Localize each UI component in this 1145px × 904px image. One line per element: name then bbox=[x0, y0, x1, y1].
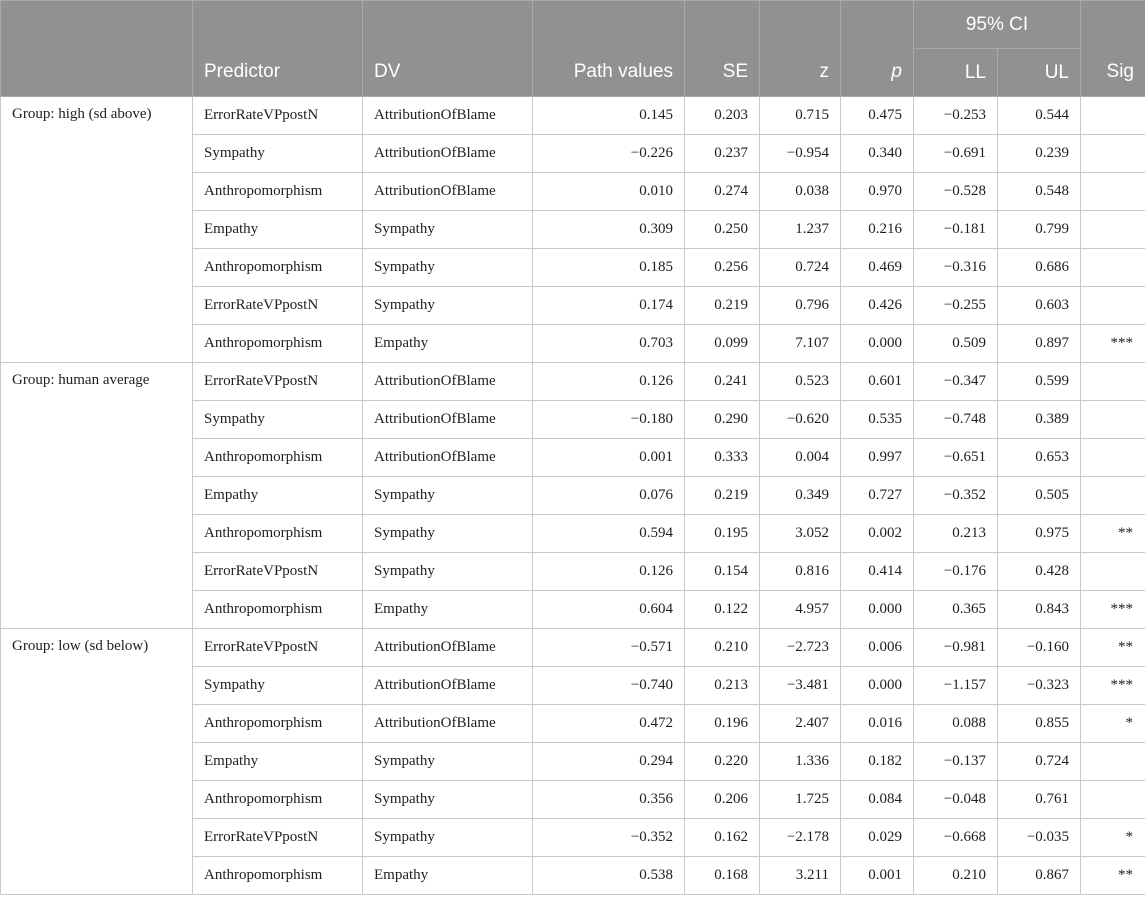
ul-cell: 0.603 bbox=[998, 287, 1081, 325]
se-cell: 0.168 bbox=[685, 857, 760, 895]
predictor-cell: Anthropomorphism bbox=[193, 705, 363, 743]
ul-cell: 0.843 bbox=[998, 591, 1081, 629]
p-cell: 0.414 bbox=[841, 553, 914, 591]
header-group bbox=[1, 49, 193, 97]
ul-cell: 0.389 bbox=[998, 401, 1081, 439]
ul-cell: −0.323 bbox=[998, 667, 1081, 705]
table-header bbox=[1, 1, 1145, 97]
z-cell: −2.178 bbox=[760, 819, 841, 857]
sig-cell bbox=[1081, 553, 1145, 591]
group-label: Group: high (sd above) bbox=[1, 97, 193, 363]
path-value-cell: 0.145 bbox=[533, 97, 685, 135]
ll-cell: −1.157 bbox=[914, 667, 998, 705]
header-predictor: Predictor bbox=[193, 49, 363, 97]
z-cell: 0.715 bbox=[760, 97, 841, 135]
sig-cell bbox=[1081, 97, 1145, 135]
header-blank bbox=[533, 1, 685, 49]
p-cell: 0.340 bbox=[841, 135, 914, 173]
dv-cell: AttributionOfBlame bbox=[363, 97, 533, 135]
z-cell: 1.237 bbox=[760, 211, 841, 249]
sig-cell: * bbox=[1081, 705, 1145, 743]
ul-cell: 0.686 bbox=[998, 249, 1081, 287]
header-z: z bbox=[760, 49, 841, 97]
p-cell: 0.084 bbox=[841, 781, 914, 819]
p-cell: 0.469 bbox=[841, 249, 914, 287]
ll-cell: 0.088 bbox=[914, 705, 998, 743]
header-blank bbox=[685, 1, 760, 49]
p-cell: 0.535 bbox=[841, 401, 914, 439]
z-cell: 2.407 bbox=[760, 705, 841, 743]
path-value-cell: 0.538 bbox=[533, 857, 685, 895]
path-value-cell: 0.604 bbox=[533, 591, 685, 629]
ul-cell: 0.599 bbox=[998, 363, 1081, 401]
predictor-cell: Sympathy bbox=[193, 401, 363, 439]
p-cell: 0.006 bbox=[841, 629, 914, 667]
path-value-cell: 0.309 bbox=[533, 211, 685, 249]
p-cell: 0.216 bbox=[841, 211, 914, 249]
sig-cell: *** bbox=[1081, 325, 1145, 363]
dv-cell: Empathy bbox=[363, 591, 533, 629]
z-cell: −0.954 bbox=[760, 135, 841, 173]
sig-cell: ** bbox=[1081, 629, 1145, 667]
se-cell: 0.206 bbox=[685, 781, 760, 819]
p-cell: 0.001 bbox=[841, 857, 914, 895]
ll-cell: −0.137 bbox=[914, 743, 998, 781]
dv-cell: AttributionOfBlame bbox=[363, 173, 533, 211]
p-cell: 0.029 bbox=[841, 819, 914, 857]
path-value-cell: −0.740 bbox=[533, 667, 685, 705]
ul-cell: 0.855 bbox=[998, 705, 1081, 743]
header-blank bbox=[193, 1, 363, 49]
ul-cell: 0.724 bbox=[998, 743, 1081, 781]
ul-cell: 0.548 bbox=[998, 173, 1081, 211]
group-label: Group: low (sd below) bbox=[1, 629, 193, 895]
z-cell: 1.725 bbox=[760, 781, 841, 819]
ll-cell: −0.352 bbox=[914, 477, 998, 515]
z-cell: 0.038 bbox=[760, 173, 841, 211]
se-cell: 0.219 bbox=[685, 477, 760, 515]
header-p: p bbox=[841, 49, 914, 97]
se-cell: 0.196 bbox=[685, 705, 760, 743]
predictor-cell: ErrorRateVPpostN bbox=[193, 287, 363, 325]
dv-cell: Sympathy bbox=[363, 743, 533, 781]
z-cell: 3.052 bbox=[760, 515, 841, 553]
ll-cell: 0.210 bbox=[914, 857, 998, 895]
ul-cell: 0.799 bbox=[998, 211, 1081, 249]
path-value-cell: −0.571 bbox=[533, 629, 685, 667]
ul-cell: 0.239 bbox=[998, 135, 1081, 173]
header-dv: DV bbox=[363, 49, 533, 97]
z-cell: 7.107 bbox=[760, 325, 841, 363]
predictor-cell: Anthropomorphism bbox=[193, 249, 363, 287]
p-cell: 0.475 bbox=[841, 97, 914, 135]
dv-cell: Sympathy bbox=[363, 819, 533, 857]
sig-cell bbox=[1081, 363, 1145, 401]
dv-cell: Sympathy bbox=[363, 477, 533, 515]
path-value-cell: 0.076 bbox=[533, 477, 685, 515]
predictor-cell: Empathy bbox=[193, 211, 363, 249]
header-blank bbox=[1, 1, 193, 49]
predictor-cell: Empathy bbox=[193, 743, 363, 781]
se-cell: 0.203 bbox=[685, 97, 760, 135]
z-cell: 1.336 bbox=[760, 743, 841, 781]
path-value-cell: 0.356 bbox=[533, 781, 685, 819]
dv-cell: AttributionOfBlame bbox=[363, 135, 533, 173]
se-cell: 0.195 bbox=[685, 515, 760, 553]
ll-cell: −0.048 bbox=[914, 781, 998, 819]
path-value-cell: 0.294 bbox=[533, 743, 685, 781]
header-ci: 95% CI bbox=[914, 1, 1081, 49]
predictor-cell: Anthropomorphism bbox=[193, 325, 363, 363]
predictor-cell: Sympathy bbox=[193, 135, 363, 173]
p-cell: 0.997 bbox=[841, 439, 914, 477]
predictor-cell: Anthropomorphism bbox=[193, 857, 363, 895]
path-value-cell: 0.001 bbox=[533, 439, 685, 477]
sig-cell bbox=[1081, 477, 1145, 515]
predictor-cell: Empathy bbox=[193, 477, 363, 515]
dv-cell: AttributionOfBlame bbox=[363, 363, 533, 401]
predictor-cell: Anthropomorphism bbox=[193, 173, 363, 211]
path-value-cell: 0.594 bbox=[533, 515, 685, 553]
path-value-cell: 0.126 bbox=[533, 553, 685, 591]
predictor-cell: Anthropomorphism bbox=[193, 781, 363, 819]
header-se: SE bbox=[685, 49, 760, 97]
sig-cell bbox=[1081, 287, 1145, 325]
se-cell: 0.219 bbox=[685, 287, 760, 325]
se-cell: 0.256 bbox=[685, 249, 760, 287]
z-cell: −2.723 bbox=[760, 629, 841, 667]
ll-cell: −0.748 bbox=[914, 401, 998, 439]
header-sig: Sig bbox=[1081, 49, 1145, 97]
sig-cell: ** bbox=[1081, 857, 1145, 895]
p-cell: 0.002 bbox=[841, 515, 914, 553]
header-blank bbox=[841, 1, 914, 49]
table-row bbox=[1, 363, 1145, 401]
dv-cell: AttributionOfBlame bbox=[363, 629, 533, 667]
predictor-cell: Anthropomorphism bbox=[193, 515, 363, 553]
ll-cell: −0.528 bbox=[914, 173, 998, 211]
se-cell: 0.274 bbox=[685, 173, 760, 211]
z-cell: 0.349 bbox=[760, 477, 841, 515]
z-cell: 0.523 bbox=[760, 363, 841, 401]
header-ll: LL bbox=[914, 49, 998, 97]
path-value-cell: 0.010 bbox=[533, 173, 685, 211]
p-cell: 0.182 bbox=[841, 743, 914, 781]
header-path-values: Path values bbox=[533, 49, 685, 97]
z-cell: −0.620 bbox=[760, 401, 841, 439]
z-cell: −3.481 bbox=[760, 667, 841, 705]
se-cell: 0.099 bbox=[685, 325, 760, 363]
se-cell: 0.333 bbox=[685, 439, 760, 477]
path-value-cell: 0.472 bbox=[533, 705, 685, 743]
dv-cell: Empathy bbox=[363, 857, 533, 895]
dv-cell: Sympathy bbox=[363, 287, 533, 325]
z-cell: 0.816 bbox=[760, 553, 841, 591]
p-cell: 0.000 bbox=[841, 667, 914, 705]
ul-cell: 0.867 bbox=[998, 857, 1081, 895]
ul-cell: 0.428 bbox=[998, 553, 1081, 591]
ll-cell: −0.316 bbox=[914, 249, 998, 287]
z-cell: 4.957 bbox=[760, 591, 841, 629]
ul-cell: 0.975 bbox=[998, 515, 1081, 553]
predictor-cell: Sympathy bbox=[193, 667, 363, 705]
path-value-cell: 0.185 bbox=[533, 249, 685, 287]
ll-cell: −0.176 bbox=[914, 553, 998, 591]
sig-cell: *** bbox=[1081, 591, 1145, 629]
table-row bbox=[1, 629, 1145, 667]
dv-cell: AttributionOfBlame bbox=[363, 667, 533, 705]
ll-cell: −0.981 bbox=[914, 629, 998, 667]
ll-cell: −0.181 bbox=[914, 211, 998, 249]
predictor-cell: Anthropomorphism bbox=[193, 439, 363, 477]
se-cell: 0.220 bbox=[685, 743, 760, 781]
se-cell: 0.162 bbox=[685, 819, 760, 857]
sig-cell bbox=[1081, 401, 1145, 439]
ll-cell: −0.651 bbox=[914, 439, 998, 477]
sig-cell bbox=[1081, 249, 1145, 287]
p-cell: 0.970 bbox=[841, 173, 914, 211]
path-value-cell: 0.126 bbox=[533, 363, 685, 401]
ll-cell: −0.253 bbox=[914, 97, 998, 135]
ll-cell: −0.347 bbox=[914, 363, 998, 401]
header-blank bbox=[363, 1, 533, 49]
sig-cell bbox=[1081, 173, 1145, 211]
dv-cell: Sympathy bbox=[363, 553, 533, 591]
dv-cell: Sympathy bbox=[363, 211, 533, 249]
dv-cell: AttributionOfBlame bbox=[363, 705, 533, 743]
ul-cell: 0.897 bbox=[998, 325, 1081, 363]
sig-cell bbox=[1081, 211, 1145, 249]
path-value-cell: −0.226 bbox=[533, 135, 685, 173]
ul-cell: 0.653 bbox=[998, 439, 1081, 477]
predictor-cell: ErrorRateVPpostN bbox=[193, 363, 363, 401]
path-value-cell: 0.174 bbox=[533, 287, 685, 325]
ll-cell: 0.365 bbox=[914, 591, 998, 629]
header-blank bbox=[1081, 1, 1145, 49]
dv-cell: AttributionOfBlame bbox=[363, 401, 533, 439]
path-value-cell: 0.703 bbox=[533, 325, 685, 363]
p-cell: 0.000 bbox=[841, 325, 914, 363]
se-cell: 0.210 bbox=[685, 629, 760, 667]
ul-cell: 0.761 bbox=[998, 781, 1081, 819]
se-cell: 0.250 bbox=[685, 211, 760, 249]
ll-cell: −0.668 bbox=[914, 819, 998, 857]
ul-cell: 0.544 bbox=[998, 97, 1081, 135]
se-cell: 0.237 bbox=[685, 135, 760, 173]
se-cell: 0.213 bbox=[685, 667, 760, 705]
table-row bbox=[1, 97, 1145, 135]
z-cell: 0.004 bbox=[760, 439, 841, 477]
ll-cell: −0.691 bbox=[914, 135, 998, 173]
sig-cell: * bbox=[1081, 819, 1145, 857]
sig-cell: ** bbox=[1081, 515, 1145, 553]
ll-cell: 0.213 bbox=[914, 515, 998, 553]
path-value-cell: −0.180 bbox=[533, 401, 685, 439]
se-cell: 0.154 bbox=[685, 553, 760, 591]
sig-cell: *** bbox=[1081, 667, 1145, 705]
predictor-cell: ErrorRateVPpostN bbox=[193, 553, 363, 591]
predictor-cell: Anthropomorphism bbox=[193, 591, 363, 629]
header-ul: UL bbox=[998, 49, 1081, 97]
p-cell: 0.016 bbox=[841, 705, 914, 743]
ul-cell: −0.035 bbox=[998, 819, 1081, 857]
p-cell: 0.000 bbox=[841, 591, 914, 629]
dv-cell: Sympathy bbox=[363, 515, 533, 553]
dv-cell: AttributionOfBlame bbox=[363, 439, 533, 477]
sig-cell bbox=[1081, 743, 1145, 781]
ul-cell: −0.160 bbox=[998, 629, 1081, 667]
header-blank bbox=[760, 1, 841, 49]
predictor-cell: ErrorRateVPpostN bbox=[193, 97, 363, 135]
p-cell: 0.426 bbox=[841, 287, 914, 325]
sig-cell bbox=[1081, 781, 1145, 819]
dv-cell: Sympathy bbox=[363, 249, 533, 287]
z-cell: 0.724 bbox=[760, 249, 841, 287]
table-body bbox=[1, 97, 1145, 895]
z-cell: 3.211 bbox=[760, 857, 841, 895]
path-value-cell: −0.352 bbox=[533, 819, 685, 857]
ll-cell: 0.509 bbox=[914, 325, 998, 363]
se-cell: 0.122 bbox=[685, 591, 760, 629]
ul-cell: 0.505 bbox=[998, 477, 1081, 515]
se-cell: 0.290 bbox=[685, 401, 760, 439]
se-cell: 0.241 bbox=[685, 363, 760, 401]
p-cell: 0.601 bbox=[841, 363, 914, 401]
ll-cell: −0.255 bbox=[914, 287, 998, 325]
predictor-cell: ErrorRateVPpostN bbox=[193, 819, 363, 857]
predictor-cell: ErrorRateVPpostN bbox=[193, 629, 363, 667]
sig-cell bbox=[1081, 439, 1145, 477]
dv-cell: Sympathy bbox=[363, 781, 533, 819]
group-label: Group: human average bbox=[1, 363, 193, 629]
p-cell: 0.727 bbox=[841, 477, 914, 515]
sig-cell bbox=[1081, 135, 1145, 173]
z-cell: 0.796 bbox=[760, 287, 841, 325]
dv-cell: Empathy bbox=[363, 325, 533, 363]
